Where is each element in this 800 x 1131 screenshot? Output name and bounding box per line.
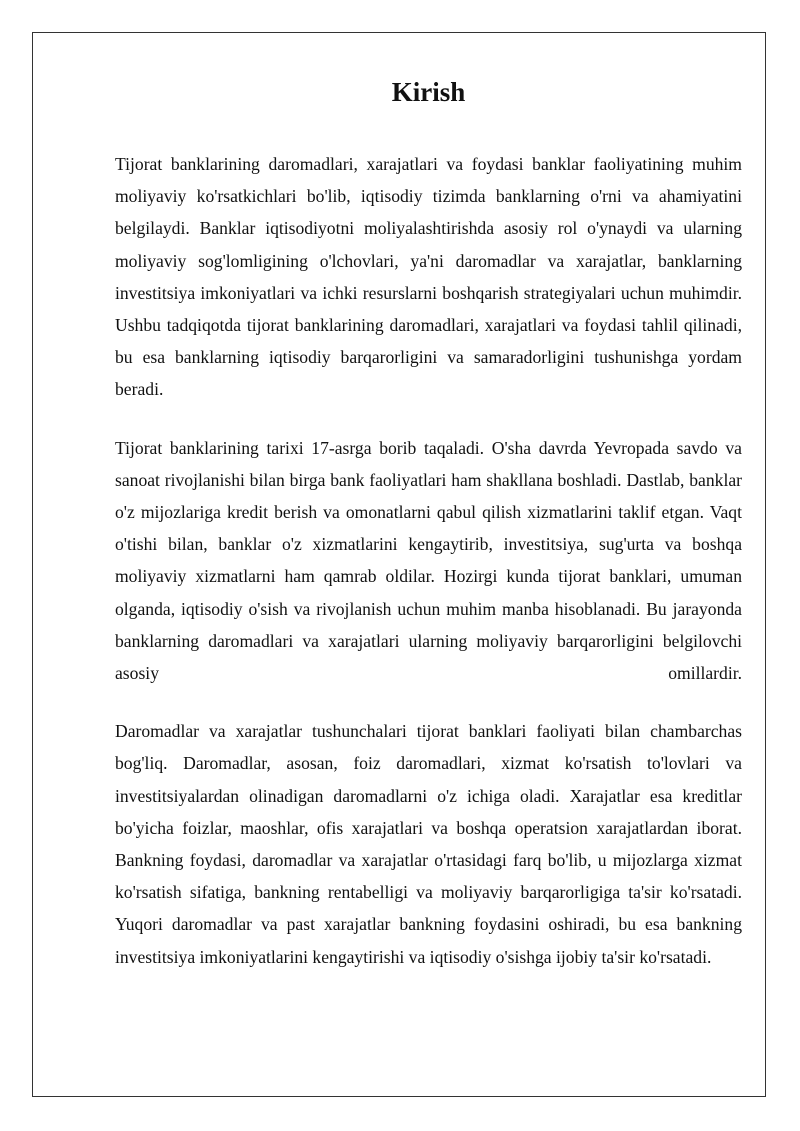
document-title: Kirish	[391, 77, 466, 107]
paragraph-2: Tijorat banklarining tarixi 17-asrga borib taqaladi. O'sha davrda Yevropada savdo va sanoat rivojlanishi bilan birga bank faoliyatlari ham shakllana boshladi. Dastlab, banklar o'z mijozlariga kredit berish va omonatlarni qabul qilish xizmatlarini taklif etgan. Vaqt o'tishi bilan, banklar o'z xizmatlarini kengaytirib, investitsiya, sug'urta va boshqa moliyaviy xizmatlarni ham qamrab oldilar. Hozirgi kunda tijorat banklari, umuman olganda, iqtisodiy o'sish va rivojlanish uchun muhim manba hisoblanadi. Bu jarayonda banklarning daromadlari va xarajatlari ularning moliyaviy barqarorligini belgilovchi asosiy omillardir.	[115, 437, 742, 684]
document-body	[115, 72, 742, 999]
paragraph-1: Tijorat banklarining daromadlari, xarajatlari va foydasi banklar faoliyatining muhim moliyaviy ko'rsatkichlari bo'lib, iqtisodiy tizimda banklarning o'rni va ahamiyatini belgilaydi. Banklar iqtisodiyotni moliyalashtirishda asosiy rol o'ynaydi va ularning moliyaviy sog'lomligining o'lchovlari, ya'ni daromadlar va xarajatlar, banklarning investitsiya imkoniyatlari va ichki resurslarni boshqarish strategiyalari uchun muhimdir. Ushbu tadqiqotda tijorat banklarining daromadlari, xarajatlari va foydasi tahlil qilinadi, bu esa banklarning iqtisodiy barqarorligini va samaradorligini tushunishga yordam beradi.	[115, 154, 742, 400]
paragraph-3: Daromadlar va xarajatlar tushunchalari tijorat banklari faoliyati bilan chambarchas bog'liq. Daromadlar, asosan, foiz daromadlari, xizmat ko'rsatish to'lovlari va investitsiyalardan olinadigan daromadlarni o'z ichiga oladi. Xarajatlar esa kreditlar bo'yicha foizlar, maoshlar, ofis xarajatlari va boshqa operatsion xarajatlardan iborat. Bankning foydasi, daromadlar va xarajatlar o'rtasidagi farq bo'lib, u mijozlarga xizmat ko'rsatish sifatiga, bankning rentabelligi va moliyaviy barqarorligiga ta'sir ko'rsatadi. Yuqori daromadlar va past xarajatlar bankning foydasini oshiradi, bu esa bankning investitsiya imkoniyatlarini kengaytirishi va iqtisodiy o'sishga ijobiy ta'sir ko'rsatadi.	[115, 721, 742, 967]
